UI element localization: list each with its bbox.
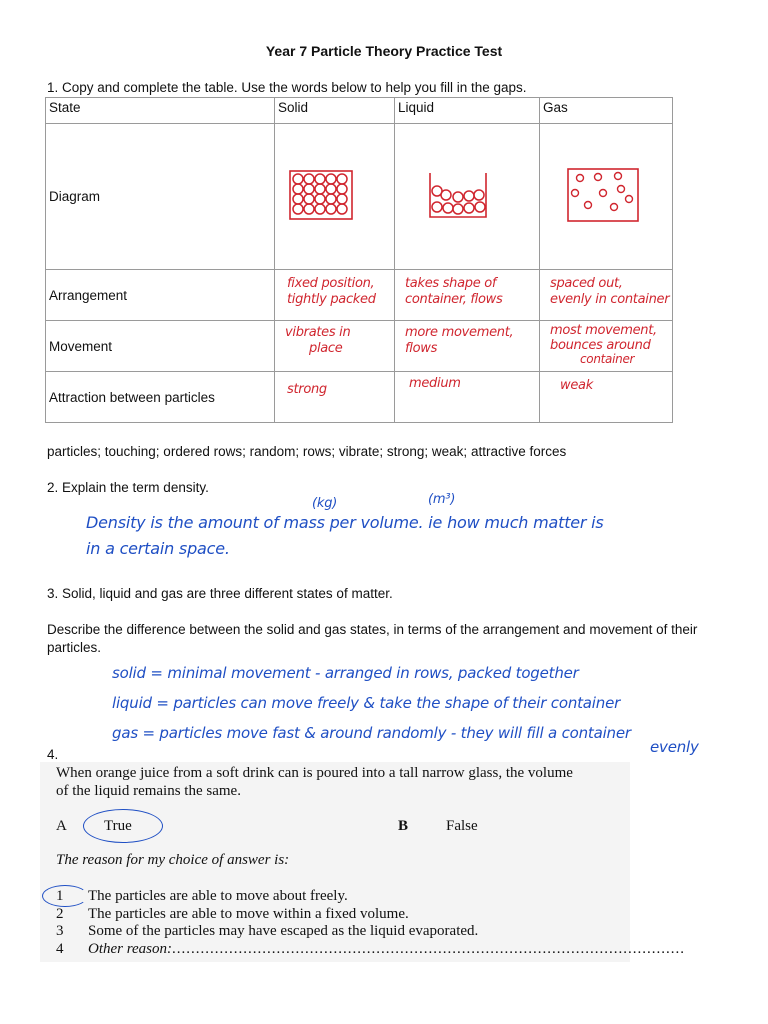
option-b-text[interactable]: False xyxy=(446,818,478,834)
answer-line: gas = particles move fast & around randomly - they will fill a container xyxy=(112,724,631,742)
reason-text: Some of the particles may have escaped as the liquid evaporated. xyxy=(88,923,479,939)
answer-line: strong xyxy=(287,382,327,397)
table-header-row xyxy=(46,98,673,124)
answer-line: most movement, xyxy=(550,323,657,338)
option-a-letter: A xyxy=(56,818,67,834)
answer-gas-arrangement xyxy=(540,270,673,321)
q4-stem xyxy=(56,764,573,800)
row-label-diagram: Diagram xyxy=(46,124,275,270)
answer-line: liquid = particles can move freely & take the shape of their container xyxy=(112,694,621,712)
gas-diagram-cell xyxy=(540,124,673,270)
reason-number: 3 xyxy=(56,923,64,939)
q2-prompt: 2. Explain the term density. xyxy=(47,480,209,495)
answer-line: in a certain space. xyxy=(86,539,230,558)
solid-particle-diagram xyxy=(286,167,356,223)
answer-line: solid = minimal movement - arranged in rows, packed together xyxy=(112,664,579,682)
reason-text: The particles are able to move about freely. xyxy=(88,888,348,904)
row-label-arrangement: Arrangement xyxy=(46,270,275,321)
stem-line: of the liquid remains the same. xyxy=(56,783,241,799)
header-liquid: Liquid xyxy=(395,98,540,124)
list-item[interactable] xyxy=(56,941,685,959)
answer-liquid-movement xyxy=(395,321,540,372)
q2-answer xyxy=(86,510,604,562)
answer-line: vibrates in xyxy=(285,325,351,340)
states-table xyxy=(45,97,673,423)
header-state: State xyxy=(46,98,275,124)
answer-gas-attraction xyxy=(540,372,673,423)
gas-particle-diagram xyxy=(563,165,643,225)
header-gas: Gas xyxy=(540,98,673,124)
header-solid: Solid xyxy=(275,98,395,124)
reason-text: The particles are able to move within a fixed volume. xyxy=(88,905,409,922)
list-item[interactable] xyxy=(56,906,685,924)
solid-diagram-cell xyxy=(275,124,395,270)
row-label-attraction: Attraction between particles xyxy=(46,372,275,423)
answer-line: spaced out, xyxy=(550,276,623,291)
stem-line: When orange juice from a soft drink can is poured into a tall narrow glass, the volume xyxy=(56,765,573,781)
table-row-diagram xyxy=(46,124,673,270)
liquid-diagram-cell xyxy=(395,124,540,270)
q3-prompt: 3. Solid, liquid and gas are three different states of matter. xyxy=(47,586,393,601)
reason-number: 1 xyxy=(56,888,64,904)
reason-text: Other reason: xyxy=(88,940,173,957)
reason-number: 4 xyxy=(56,940,64,957)
table-row-movement xyxy=(46,321,673,372)
list-item[interactable] xyxy=(56,888,685,906)
option-a-text[interactable]: True xyxy=(104,818,132,834)
answer-liquid-arrangement xyxy=(395,270,540,321)
answer-line: takes shape of xyxy=(405,276,497,291)
table-row-attraction xyxy=(46,372,673,423)
answer-solid-arrangement xyxy=(275,270,395,321)
row-label-movement: Movement xyxy=(46,321,275,372)
q1-prompt: 1. Copy and complete the table. Use the words below to help you fill in the gaps. xyxy=(47,80,527,95)
page-title: Year 7 Particle Theory Practice Test xyxy=(265,43,503,59)
answer-liquid-attraction xyxy=(395,372,540,423)
answer-line: flows xyxy=(405,341,438,356)
volume-unit-annotation: (m³) xyxy=(428,492,456,507)
mass-unit-annotation: (kg) xyxy=(312,496,338,511)
answer-line: bounces around xyxy=(550,338,651,353)
answer-line: container, flows xyxy=(405,292,503,307)
answer-dotted-line: ............................................................................................................ xyxy=(172,940,686,957)
reason-number: 2 xyxy=(56,905,64,922)
reason-prompt: The reason for my choice of answer is: xyxy=(56,852,290,868)
list-item[interactable] xyxy=(56,923,685,941)
answer-solid-movement xyxy=(275,321,395,372)
word-bank: particles; touching; ordered rows; random; rows; vibrate; strong; weak; attractive forces xyxy=(47,444,567,459)
answer-line: container xyxy=(580,352,635,366)
table-row-arrangement xyxy=(46,270,673,321)
q3-answer xyxy=(112,658,631,748)
answer-solid-attraction xyxy=(275,372,395,423)
answer-line: fixed position, xyxy=(287,276,375,291)
answer-line: Density is the amount of mass per volume. ie how much matter is xyxy=(86,513,604,532)
q3-instruction: Describe the difference between the solid and gas states, in terms of the arrangement and movement of their particles. xyxy=(47,622,698,655)
answer-line: medium xyxy=(409,376,461,391)
q3-answer-continuation: evenly xyxy=(650,738,699,756)
answer-line: tightly packed xyxy=(287,292,376,307)
answer-line: weak xyxy=(560,378,593,393)
liquid-particle-diagram xyxy=(424,167,494,223)
answer-gas-movement xyxy=(540,321,673,372)
answer-line: more movement, xyxy=(405,325,514,340)
answer-line: evenly in container xyxy=(550,292,670,307)
answer-line: place xyxy=(309,341,343,356)
q4-number: 4. xyxy=(47,747,59,762)
option-b-letter: B xyxy=(398,818,409,834)
reason-list xyxy=(56,888,685,958)
